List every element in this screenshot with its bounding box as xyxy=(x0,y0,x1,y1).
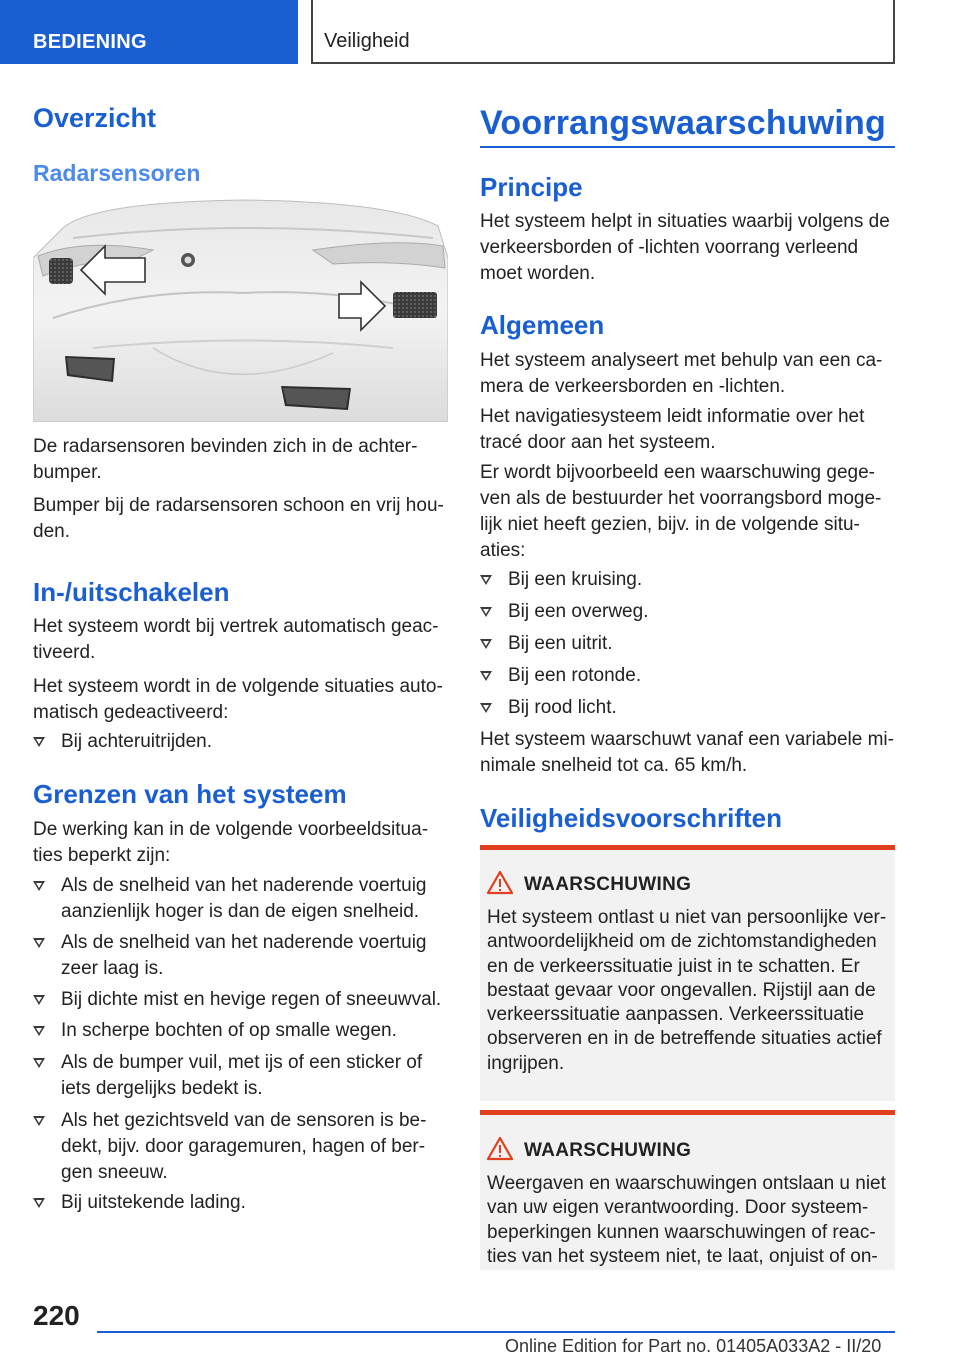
text-line: Het systeem wordt in de volgende situaties auto- xyxy=(33,676,443,697)
bullet-triangle-icon xyxy=(480,703,492,713)
text-line: Het systeem wordt bij vertrek automatisch geac- xyxy=(33,616,439,637)
text-line: De werking kan in de volgende voorbeeldsitua- xyxy=(33,819,429,840)
paragraph-navigation xyxy=(480,404,864,456)
text-line: verkeerssituatie aanpassen. Verkeerssituatie xyxy=(487,1004,865,1026)
page-number: 220 xyxy=(33,1300,80,1331)
bullet-triangle-icon xyxy=(33,1026,45,1036)
section-tab: BEDIENING xyxy=(0,0,298,64)
bullet-triangle-icon xyxy=(480,671,492,681)
text-line: observeren en in de betreffende situaties actief xyxy=(487,1028,882,1050)
text-line: lijk niet heeft gezien, bijv. in de volgende situ- xyxy=(480,514,860,535)
text-line: Het systeem analyseert met behulp van een ca- xyxy=(480,350,883,371)
text-line: verkeersborden of -lichten voorrang verleend xyxy=(480,237,859,258)
list-item: Bij achteruitrijden. xyxy=(33,729,447,755)
bullet-triangle-icon xyxy=(480,607,492,617)
page-title: Voorrangswaarschuwing xyxy=(480,104,886,142)
heading-in-uitschakelen: In-/uitschakelen xyxy=(33,577,230,607)
text-line: Het systeem waarschuwt vanaf een variabele mi- xyxy=(480,729,894,750)
text-line: matisch gedeactiveerd: xyxy=(33,702,229,723)
list-item: In scherpe bochten of op smalle wegen. xyxy=(33,1018,447,1044)
text-line: aties: xyxy=(480,540,526,561)
text-line: ties beperkt zijn: xyxy=(33,845,171,866)
warning-title: WAARSCHUWING xyxy=(524,1140,692,1161)
subheading-radarsensoren: Radarsensoren xyxy=(33,160,201,186)
bullet-triangle-icon xyxy=(33,737,45,747)
title-underline xyxy=(480,146,895,148)
heading-algemeen: Algemeen xyxy=(480,310,605,340)
warning-text xyxy=(487,906,886,1076)
bullet-triangle-icon xyxy=(33,995,45,1005)
text-line: De radarsensoren bevinden zich in de achter- xyxy=(33,436,418,457)
warning-title: WAARSCHUWING xyxy=(524,874,692,895)
text-line: beperkingen kunnen waarschuwingen of reac- xyxy=(487,1221,876,1243)
bullet-triangle-icon xyxy=(33,1116,45,1126)
bullet-triangle-icon xyxy=(33,1058,45,1068)
paragraph-radar-location xyxy=(33,434,417,486)
list-item: Bij een rotonde. xyxy=(480,663,895,689)
bullet-triangle-icon xyxy=(33,881,45,891)
heading-veiligheidsvoorschriften: Veiligheidsvoorschriften xyxy=(480,803,782,833)
paragraph-limits-intro xyxy=(33,817,428,869)
text-line: Er wordt bijvoorbeeld een waarschuwing gege- xyxy=(480,462,876,483)
list-item: Als de bumper vuil, met ijs of een sticker of iets dergelijks bedekt is. xyxy=(33,1050,447,1102)
paragraph-auto-deactivate xyxy=(33,674,443,726)
paragraph-principe xyxy=(480,209,890,287)
heading-principe: Principe xyxy=(480,172,583,202)
list-item: Als de snelheid van het naderende voertuig zeer laag is. xyxy=(33,930,447,982)
text-line: en de verkeerssituatie juist in te schatten. Er xyxy=(487,955,860,977)
text-line: Bumper bij de radarsensoren schoon en vrij hou- xyxy=(33,495,444,516)
bullet-triangle-icon xyxy=(480,575,492,585)
paragraph-warning-example xyxy=(480,460,881,564)
chapter-title: Veiligheid xyxy=(311,0,895,64)
warning-text xyxy=(487,1172,886,1269)
text-line: den. xyxy=(33,521,70,542)
radar-sensor-illustration xyxy=(33,198,448,422)
section-heading-overzicht: Overzicht xyxy=(33,103,157,133)
bullet-triangle-icon xyxy=(480,639,492,649)
text-line: Het systeem ontlast u niet van persoonlijke ver- xyxy=(487,907,887,928)
list-item: Bij een overweg. xyxy=(480,599,895,625)
paragraph-auto-activate xyxy=(33,614,439,666)
bullet-triangle-icon xyxy=(33,1198,45,1208)
text-line: tracé door aan het systeem. xyxy=(480,432,716,453)
text-line: mera de verkeersborden en -lichten. xyxy=(480,376,786,397)
paragraph-radar-clean xyxy=(33,493,444,545)
bullet-triangle-icon xyxy=(33,938,45,948)
text-line: Het navigatiesysteem leidt informatie over het xyxy=(480,406,865,427)
list-item: Bij een uitrit. xyxy=(480,631,895,657)
text-line: tiveerd. xyxy=(33,642,96,663)
footer-divider xyxy=(97,1331,895,1333)
text-line: bumper. xyxy=(33,462,102,483)
text-line: Het systeem helpt in situaties waarbij volgens de xyxy=(480,211,890,232)
list-item: Als de snelheid van het naderende voertuig aanzienlijk hoger is dan de eigen snelheid. xyxy=(33,873,447,925)
warning-triangle-icon xyxy=(486,1136,514,1161)
list-item: Als het gezichtsveld van de sensoren is be- dekt, bijv. door garagemuren, hagen of ber- gen sneeuw. xyxy=(33,1108,447,1186)
text-line: ingrijpen. xyxy=(487,1052,565,1074)
text-line: Weergaven en waarschuwingen ontslaan u niet xyxy=(487,1173,886,1194)
text-line: van uw eigen verantwoording. Door systeem- xyxy=(487,1197,869,1219)
text-line: antwoordelijkheid om de zichtomstandigheden xyxy=(487,931,877,953)
heading-grenzen: Grenzen van het systeem xyxy=(33,779,347,809)
paragraph-speed xyxy=(480,727,894,779)
paragraph-camera xyxy=(480,348,882,400)
text-line: bestaat gevaar voor ongevallen. Rijstijl aan de xyxy=(487,979,876,1001)
text-line: ven als de bestuurder het voorrangsbord moge- xyxy=(480,488,882,509)
list-item: Bij een kruising. xyxy=(480,567,895,593)
text-line: ties van het systeem niet, te laat, onjuist of on- xyxy=(487,1245,878,1267)
list-item: Bij dichte mist en hevige regen of sneeuwval. xyxy=(33,987,447,1013)
text-line: moet worden. xyxy=(480,263,596,284)
footer-edition: Online Edition for Part no. 01405A033A2 - II/20 xyxy=(505,1336,882,1356)
list-item: Bij uitstekende lading. xyxy=(33,1190,447,1216)
warning-triangle-icon xyxy=(486,870,514,895)
text-line: nimale snelheid tot ca. 65 km/h. xyxy=(480,755,748,776)
list-item: Bij rood licht. xyxy=(480,695,895,721)
